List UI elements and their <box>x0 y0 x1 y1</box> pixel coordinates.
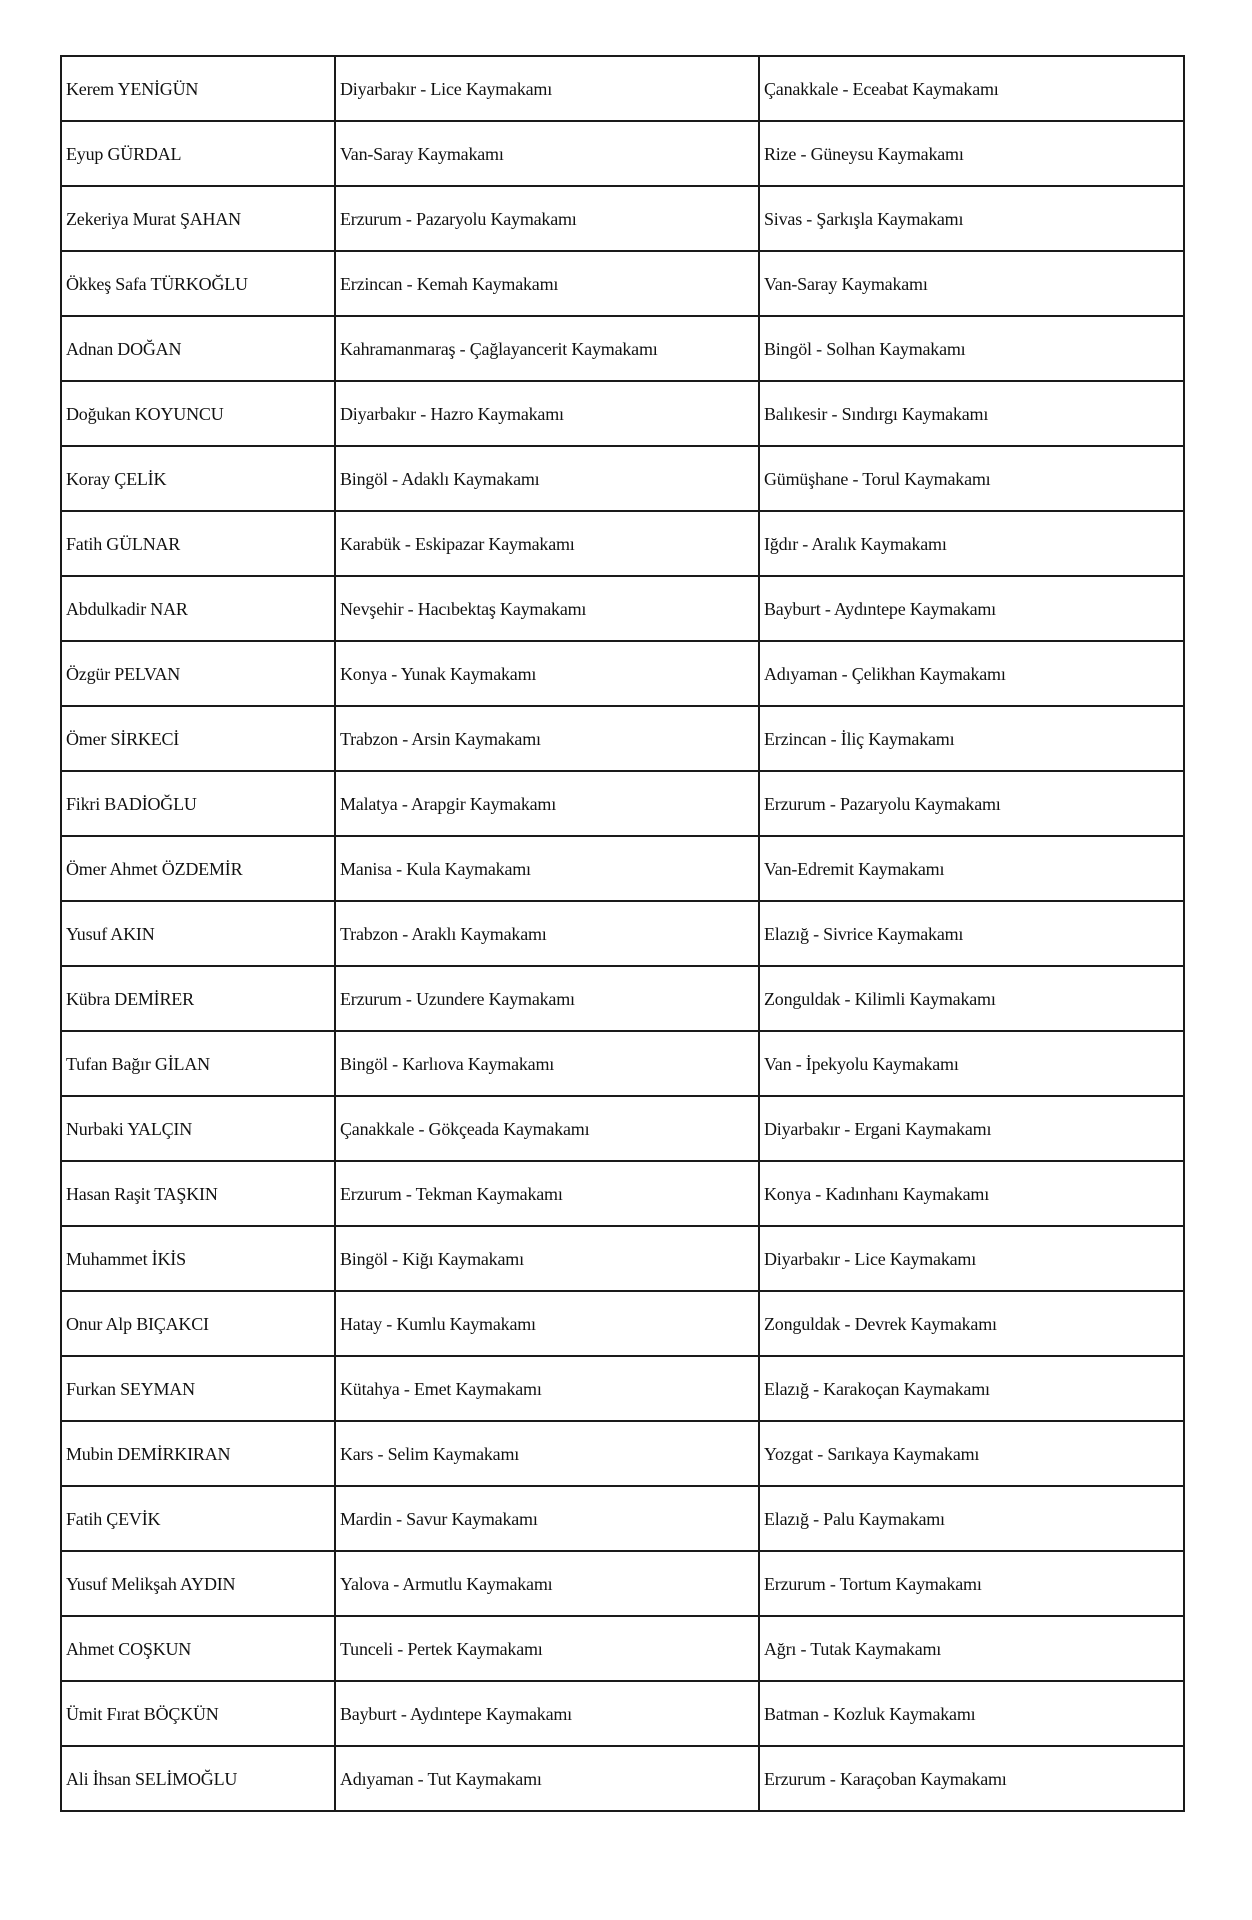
current-post-cell: Karabük - Eskipazar Kaymakamı <box>335 511 759 576</box>
table-row <box>61 316 1184 381</box>
current-post-cell: Yalova - Armutlu Kaymakamı <box>335 1551 759 1616</box>
current-post-cell: Malatya - Arapgir Kaymakamı <box>335 771 759 836</box>
name-cell: Ömer Ahmet ÖZDEMİR <box>61 836 335 901</box>
new-post-cell: Bingöl - Solhan Kaymakamı <box>759 316 1184 381</box>
current-post-cell: Kütahya - Emet Kaymakamı <box>335 1356 759 1421</box>
table-row <box>61 706 1184 771</box>
name-cell: Furkan SEYMAN <box>61 1356 335 1421</box>
new-post-cell: Balıkesir - Sındırgı Kaymakamı <box>759 381 1184 446</box>
new-post-cell: Gümüşhane - Torul Kaymakamı <box>759 446 1184 511</box>
name-cell: Ali İhsan SELİMOĞLU <box>61 1746 335 1811</box>
name-cell: Doğukan KOYUNCU <box>61 381 335 446</box>
table-row <box>61 771 1184 836</box>
current-post-cell: Trabzon - Araklı Kaymakamı <box>335 901 759 966</box>
current-post-cell: Kars - Selim Kaymakamı <box>335 1421 759 1486</box>
current-post-cell: Erzurum - Uzundere Kaymakamı <box>335 966 759 1031</box>
table-row <box>61 1746 1184 1811</box>
name-cell: Adnan DOĞAN <box>61 316 335 381</box>
table-row <box>61 511 1184 576</box>
name-cell: Ahmet COŞKUN <box>61 1616 335 1681</box>
current-post-cell: Mardin - Savur Kaymakamı <box>335 1486 759 1551</box>
new-post-cell: Iğdır - Aralık Kaymakamı <box>759 511 1184 576</box>
table-row <box>61 121 1184 186</box>
table-row <box>61 1356 1184 1421</box>
new-post-cell: Rize - Güneysu Kaymakamı <box>759 121 1184 186</box>
new-post-cell: Van-Edremit Kaymakamı <box>759 836 1184 901</box>
table-row <box>61 186 1184 251</box>
current-post-cell: Trabzon - Arsin Kaymakamı <box>335 706 759 771</box>
name-cell: Mubin DEMİRKIRAN <box>61 1421 335 1486</box>
name-cell: Muhammet İKİS <box>61 1226 335 1291</box>
name-cell: Fatih ÇEVİK <box>61 1486 335 1551</box>
name-cell: Ökkeş Safa TÜRKOĞLU <box>61 251 335 316</box>
table-row <box>61 1161 1184 1226</box>
table-row <box>61 1616 1184 1681</box>
name-cell: Fatih GÜLNAR <box>61 511 335 576</box>
new-post-cell: Zonguldak - Devrek Kaymakamı <box>759 1291 1184 1356</box>
current-post-cell: Van-Saray Kaymakamı <box>335 121 759 186</box>
table-body <box>61 56 1184 1811</box>
new-post-cell: Ağrı - Tutak Kaymakamı <box>759 1616 1184 1681</box>
new-post-cell: Elazığ - Palu Kaymakamı <box>759 1486 1184 1551</box>
table-row <box>61 446 1184 511</box>
current-post-cell: Çanakkale - Gökçeada Kaymakamı <box>335 1096 759 1161</box>
name-cell: Koray ÇELİK <box>61 446 335 511</box>
new-post-cell: Adıyaman - Çelikhan Kaymakamı <box>759 641 1184 706</box>
table-row <box>61 641 1184 706</box>
name-cell: Özgür PELVAN <box>61 641 335 706</box>
current-post-cell: Erzurum - Pazaryolu Kaymakamı <box>335 186 759 251</box>
current-post-cell: Bingöl - Karlıova Kaymakamı <box>335 1031 759 1096</box>
new-post-cell: Çanakkale - Eceabat Kaymakamı <box>759 56 1184 121</box>
name-cell: Onur Alp BIÇAKCI <box>61 1291 335 1356</box>
current-post-cell: Nevşehir - Hacıbektaş Kaymakamı <box>335 576 759 641</box>
new-post-cell: Van - İpekyolu Kaymakamı <box>759 1031 1184 1096</box>
new-post-cell: Bayburt - Aydıntepe Kaymakamı <box>759 576 1184 641</box>
table-row <box>61 56 1184 121</box>
new-post-cell: Erzurum - Pazaryolu Kaymakamı <box>759 771 1184 836</box>
table-row <box>61 1486 1184 1551</box>
table-row <box>61 251 1184 316</box>
new-post-cell: Sivas - Şarkışla Kaymakamı <box>759 186 1184 251</box>
table-row <box>61 1096 1184 1161</box>
new-post-cell: Elazığ - Sivrice Kaymakamı <box>759 901 1184 966</box>
new-post-cell: Yozgat - Sarıkaya Kaymakamı <box>759 1421 1184 1486</box>
current-post-cell: Bingöl - Kiğı Kaymakamı <box>335 1226 759 1291</box>
current-post-cell: Kahramanmaraş - Çağlayancerit Kaymakamı <box>335 316 759 381</box>
table-row <box>61 1421 1184 1486</box>
table-row <box>61 1031 1184 1096</box>
new-post-cell: Van-Saray Kaymakamı <box>759 251 1184 316</box>
new-post-cell: Erzurum - Tortum Kaymakamı <box>759 1551 1184 1616</box>
current-post-cell: Diyarbakır - Hazro Kaymakamı <box>335 381 759 446</box>
name-cell: Ümit Fırat BÖÇKÜN <box>61 1681 335 1746</box>
name-cell: Tufan Bağır GİLAN <box>61 1031 335 1096</box>
current-post-cell: Tunceli - Pertek Kaymakamı <box>335 1616 759 1681</box>
table-row <box>61 1226 1184 1291</box>
current-post-cell: Erzurum - Tekman Kaymakamı <box>335 1161 759 1226</box>
name-cell: Hasan Raşit TAŞKIN <box>61 1161 335 1226</box>
table-row <box>61 381 1184 446</box>
name-cell: Nurbaki YALÇIN <box>61 1096 335 1161</box>
new-post-cell: Zonguldak - Kilimli Kaymakamı <box>759 966 1184 1031</box>
new-post-cell: Elazığ - Karakoçan Kaymakamı <box>759 1356 1184 1421</box>
current-post-cell: Bayburt - Aydıntepe Kaymakamı <box>335 1681 759 1746</box>
table-row <box>61 966 1184 1031</box>
current-post-cell: Manisa - Kula Kaymakamı <box>335 836 759 901</box>
table-row <box>61 1291 1184 1356</box>
new-post-cell: Diyarbakır - Lice Kaymakamı <box>759 1226 1184 1291</box>
name-cell: Ömer SİRKECİ <box>61 706 335 771</box>
new-post-cell: Batman - Kozluk Kaymakamı <box>759 1681 1184 1746</box>
new-post-cell: Erzincan - İliç Kaymakamı <box>759 706 1184 771</box>
name-cell: Kübra DEMİRER <box>61 966 335 1031</box>
name-cell: Abdulkadir NAR <box>61 576 335 641</box>
name-cell: Yusuf AKIN <box>61 901 335 966</box>
name-cell: Fikri BADİOĞLU <box>61 771 335 836</box>
table-row <box>61 1551 1184 1616</box>
name-cell: Yusuf Melikşah AYDIN <box>61 1551 335 1616</box>
current-post-cell: Erzincan - Kemah Kaymakamı <box>335 251 759 316</box>
current-post-cell: Konya - Yunak Kaymakamı <box>335 641 759 706</box>
current-post-cell: Adıyaman - Tut Kaymakamı <box>335 1746 759 1811</box>
new-post-cell: Konya - Kadınhanı Kaymakamı <box>759 1161 1184 1226</box>
table-row <box>61 1681 1184 1746</box>
new-post-cell: Diyarbakır - Ergani Kaymakamı <box>759 1096 1184 1161</box>
current-post-cell: Bingöl - Adaklı Kaymakamı <box>335 446 759 511</box>
name-cell: Eyup GÜRDAL <box>61 121 335 186</box>
table-row <box>61 836 1184 901</box>
current-post-cell: Diyarbakır - Lice Kaymakamı <box>335 56 759 121</box>
current-post-cell: Hatay - Kumlu Kaymakamı <box>335 1291 759 1356</box>
appointments-table <box>60 55 1185 1812</box>
name-cell: Zekeriya Murat ŞAHAN <box>61 186 335 251</box>
name-cell: Kerem YENİGÜN <box>61 56 335 121</box>
new-post-cell: Erzurum - Karaçoban Kaymakamı <box>759 1746 1184 1811</box>
table-row <box>61 901 1184 966</box>
table-row <box>61 576 1184 641</box>
